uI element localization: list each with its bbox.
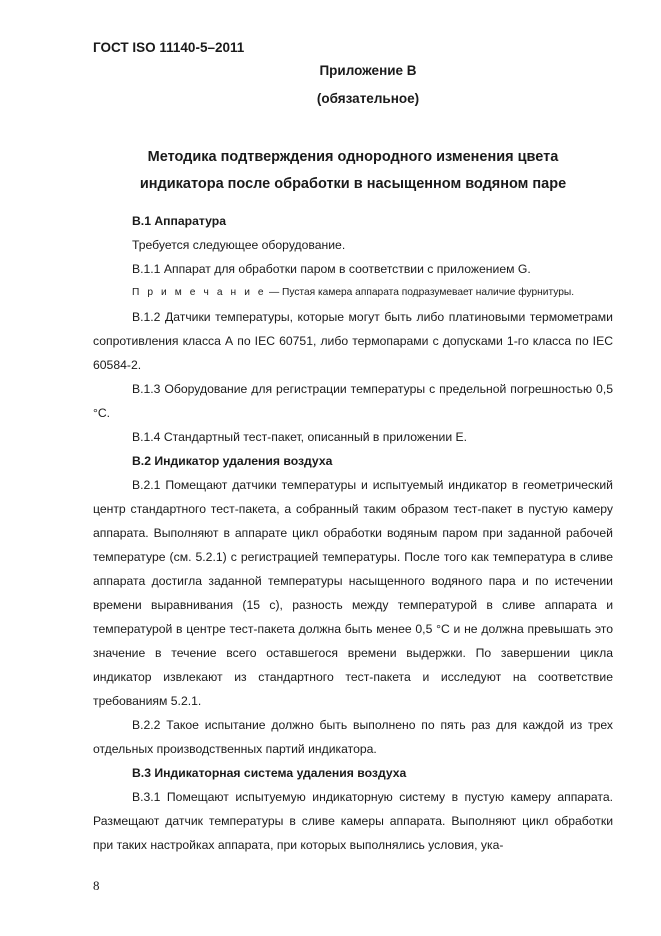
annex-title-line-2: индикатора после обработки в насыщенном водяном паре xyxy=(139,176,567,192)
paragraph-b1-2: В.1.2 Датчики температуры, которые могут быть либо платиновыми термометрами сопротивления класса А по IEC 60751, либо термопарами с допусками 1-го класса по IEC 60584-2. xyxy=(93,310,613,372)
note-text: — Пустая камера аппарата подразумевает наличие фурнитуры. xyxy=(266,287,575,298)
note xyxy=(93,281,613,305)
section-heading-b3: В.3 Индикаторная система удаления воздуха xyxy=(132,766,407,780)
paragraph-b3-1: В.3.1 Помещают испытуемую индикаторную систему в пустую камеру аппарата. Размещают датчик температуры в сливе камеры аппарата. Выполняют цикл обработки при таких настройках аппарата, при которых выполнялись условия, ука- xyxy=(93,790,613,852)
paragraph-b2-2: В.2.2 Такое испытание должно быть выполнено по пять раз для каждой из трех отдельных производственных партий индикатора. xyxy=(93,718,613,756)
paragraph-b1-intro: Требуется следующее оборудование. xyxy=(132,238,346,252)
annex-title xyxy=(93,144,613,198)
annex-type: (обязательное) xyxy=(316,91,420,106)
page-number: 8 xyxy=(93,878,100,893)
annex-label: Приложение В xyxy=(319,63,417,78)
note-label: П р и м е ч а н и е xyxy=(132,287,267,298)
annex-title-line-1: Методика подтверждения однородного изменения цвета xyxy=(147,149,559,165)
section-heading-b1: В.1 Аппаратура xyxy=(132,214,226,228)
paragraph-b1-3: В.1.3 Оборудование для регистрации температуры с предельной погрешностью 0,5 °С. xyxy=(93,382,613,420)
paragraph-b1-1: В.1.1 Аппарат для обработки паром в соответствии с приложением G. xyxy=(132,262,531,276)
paragraph-b1-4: В.1.4 Стандартный тест-пакет, описанный в приложении Е. xyxy=(132,430,468,444)
paragraph-b2-1: В.2.1 Помещают датчики температуры и испытуемый индикатор в геометрический центр стандартного тест-пакета, а собранный таким образом тест-пакет в пустую камеру аппарата. Выполняют в аппарате цикл обработки водяным паром при заданной рабочей температуре (см. 5.2.1) с регистрацией температуры. После того как температура в сливе аппарата достигла заданной температуры насыщенного водяного пара и по истечении времени выравнивания (15 с), разность между температурой в сливе аппарата и температурой в центре тест-пакета должна быть менее 0,5 °С и не должна превышать это значение в течение всего оставшегося времени выдержки. По завершении цикла индикатор извлекают из стандартного тест-пакета и исследуют на соответствие требованиям 5.2.1. xyxy=(93,478,613,708)
document-id: ГОСТ ISO 11140-5–2011 xyxy=(93,40,245,55)
section-heading-b2: В.2 Индикатор удаления воздуха xyxy=(132,454,333,468)
document-body xyxy=(93,209,613,857)
